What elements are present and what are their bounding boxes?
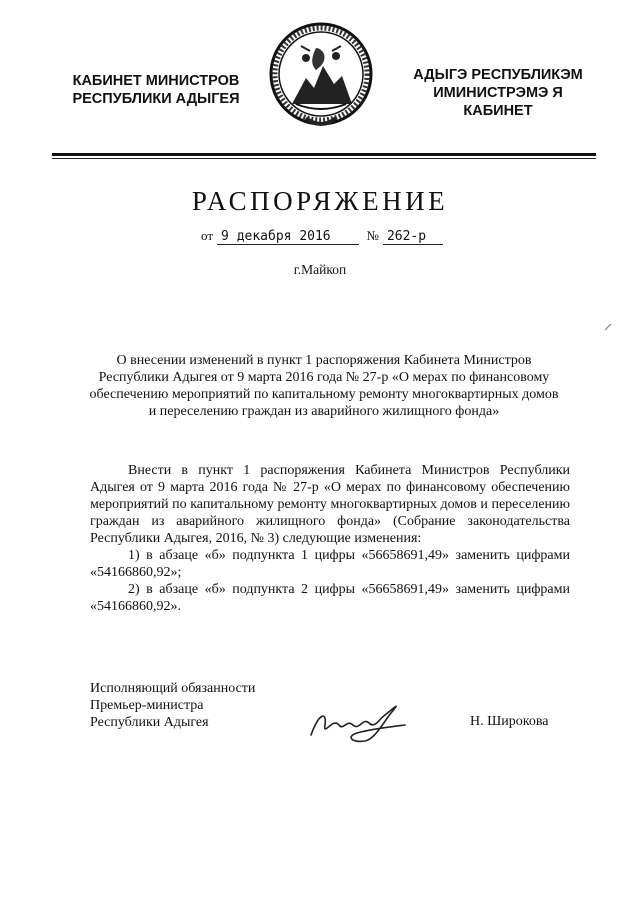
header-left-line2: РЕСПУБЛИКИ АДЫГЕЯ xyxy=(72,91,240,107)
signatory-name: Н. Широкова xyxy=(470,714,549,729)
header-left-line1: КАБИНЕТ МИНИСТРОВ xyxy=(72,73,240,89)
number-label: № xyxy=(366,228,379,243)
handwritten-signature xyxy=(305,695,415,760)
document-date: 9 декабря 2016 xyxy=(217,229,359,245)
document-subject: О внесении изменений в пункт 1 распоряжения Кабинета Министров Республики Адыгея от 9 марта 2016 года № 27-р «О мерах по финансовому обеспечению мероприятий по капитальному ремонту многоквартирных домов и переселению граждан из аварийного жилищного фонда» xyxy=(89,353,559,419)
scan-mark xyxy=(604,318,612,336)
document-body xyxy=(90,462,570,615)
date-from-label: от xyxy=(201,228,214,243)
header-right-line2: ИМИНИСТРЭМЭ Я КАБИНЕТ xyxy=(433,85,563,119)
document-number: 262-р xyxy=(383,229,443,245)
signatory-position-line2: Премьер-министра xyxy=(90,698,204,713)
header-divider-thick xyxy=(52,153,596,156)
header-divider-thin xyxy=(52,158,596,159)
date-number-row xyxy=(0,228,640,245)
document-title: РАСПОРЯЖЕНИЕ xyxy=(191,186,449,216)
header-right-line1: АДЫГЭ РЕСПУБЛИКЭМ xyxy=(413,67,583,83)
header-right-org xyxy=(398,66,598,120)
coat-of-arms-icon xyxy=(266,18,376,143)
signatory-position-line3: Республики Адыгея xyxy=(90,715,209,730)
body-item-2: 2) в абзаце «б» подпункта 2 цифры «56658691,49» заменить цифрами «54166860,92». xyxy=(90,582,570,614)
header-left-org xyxy=(66,72,246,108)
body-intro: Внести в пункт 1 распоряжения Кабинета Министров Республики Адыгея от 9 марта 2016 года № 27-р «О мерах по финансовому обеспечению мероприятий по капитальному ремонту многоквартирных домов и переселению граждан из аварийного жилищного фонда» (Собрание законодательства Республики Адыгея, 2016, № 3) следующие изменения: xyxy=(90,463,570,546)
signatory-position xyxy=(90,680,310,731)
city: г.Майкоп xyxy=(293,262,347,277)
signatory-position-line1: Исполняющий обязанности xyxy=(90,681,256,696)
body-item-1: 1) в абзаце «б» подпункта 1 цифры «56658691,49» заменить цифрами «54166860,92»; xyxy=(90,548,570,580)
